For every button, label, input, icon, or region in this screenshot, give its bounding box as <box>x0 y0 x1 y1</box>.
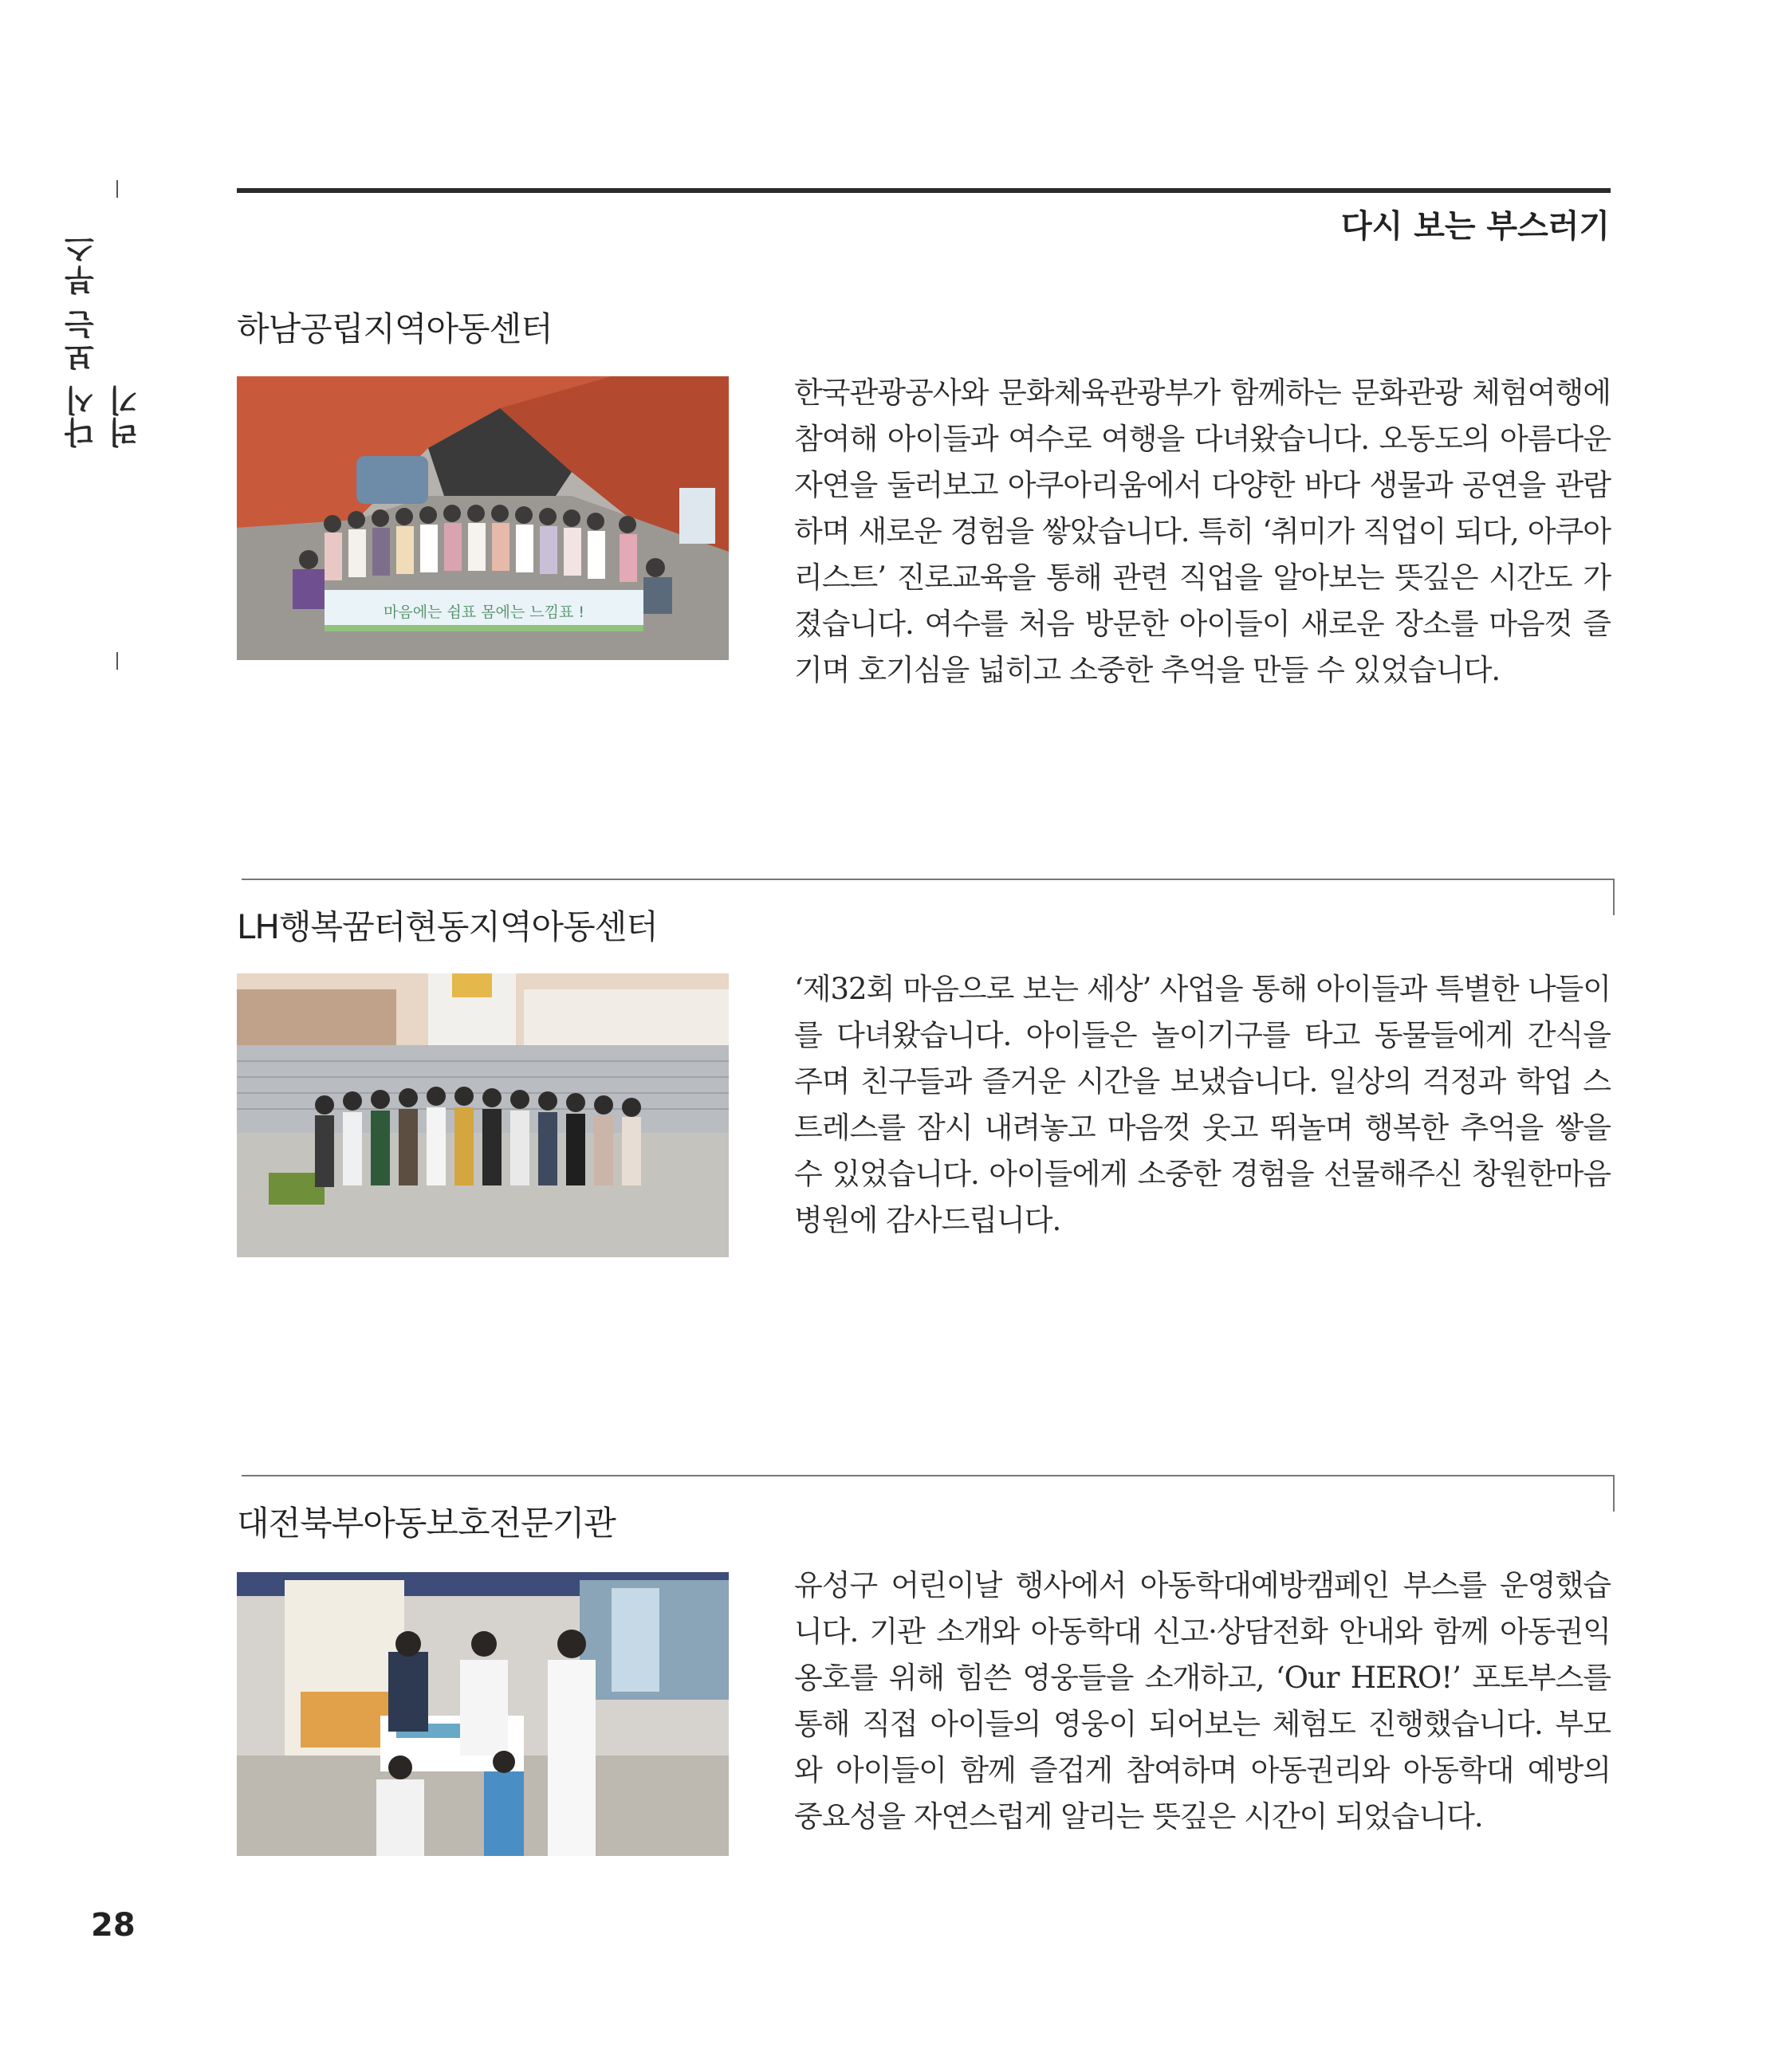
page-number: 28 <box>91 1907 136 1944</box>
section-divider-end <box>1613 879 1615 915</box>
section-photo <box>237 1572 729 1856</box>
section-body: ‘제32회 마음으로 보는 세상’ 사업을 통해 아이들과 특별한 나들이를 다녀왔습니다. 아이들은 놀이기구를 타고 동물들에게 간식을 주며 친구들과 즐거운 시간을 보냈습니다. 일상의 걱정과 학업 스트레스를 잠시 내려놓고 마음껏 웃고 뛰놀며 행복한 추억을 쌓을 수 있었습니다. 아이들에게 소중한 경험을 선물해주신 창원한마음병원에 감사드립니다. <box>794 972 1611 1237</box>
side-tick-top <box>116 180 118 198</box>
photo-banner-text: 마음에는 쉼표 몸에는 느낌표 ! <box>383 604 585 621</box>
section-title: 하남공립지역아동센터 <box>237 309 553 348</box>
section-title: LH행복꿈터현동지역아동센터 <box>237 907 658 946</box>
section-body: 유성구 어린이날 행사에서 아동학대예방캠페인 부스를 운영했습니다. 기관 소개와 아동학대 신고·상담전화 안내와 함께 아동권익 옹호를 위해 힘쓴 영웅들을 소개하고, ‘Our HERO!’ 포토부스를 통해 직접 아이들의 영웅이 되어보는 체험도 진행했습니다. 부모와 아이들이 함께 즐겁게 참여하며 아동권리와 아동학대 예방의 중요성을 자연스럽게 알리는 뜻깊은 시간이 되었습니다. <box>794 1568 1611 1834</box>
section-body: 한국관광공사와 문화체육관광부가 함께하는 문화관광 체험여행에 참여해 아이들과 여수로 여행을 다녀왔습니다. 오동도의 아름다운 자연을 둘러보고 아쿠아리움에서 다양한 바다 생물과 공연을 관람하며 새로운 경험을 쌓았습니다. 특히 ‘취미가 직업이 되다, 아쿠아리스트’ 진로교육을 통해 관련 직업을 알아보는 뜻깊은 시간도 가졌습니다. 여수를 처음 방문한 아이들이 새로운 장소를 마음껏 즐기며 호기심을 넓히고 소중한 추억을 만들 수 있었습니다. <box>794 375 1611 687</box>
section-photo <box>237 973 729 1257</box>
section-divider <box>242 1475 1615 1476</box>
header-rule <box>237 188 1611 193</box>
section-divider-end <box>1613 1475 1615 1512</box>
side-running-label: 다시 보는 부스러기 <box>65 232 144 448</box>
side-tick-bottom <box>116 652 118 670</box>
section-photo <box>237 376 729 660</box>
running-header: 다시 보는 부스러기 <box>1341 208 1610 245</box>
section-title: 대전북부아동보호전문기관 <box>237 1504 616 1543</box>
section-divider <box>242 879 1615 880</box>
